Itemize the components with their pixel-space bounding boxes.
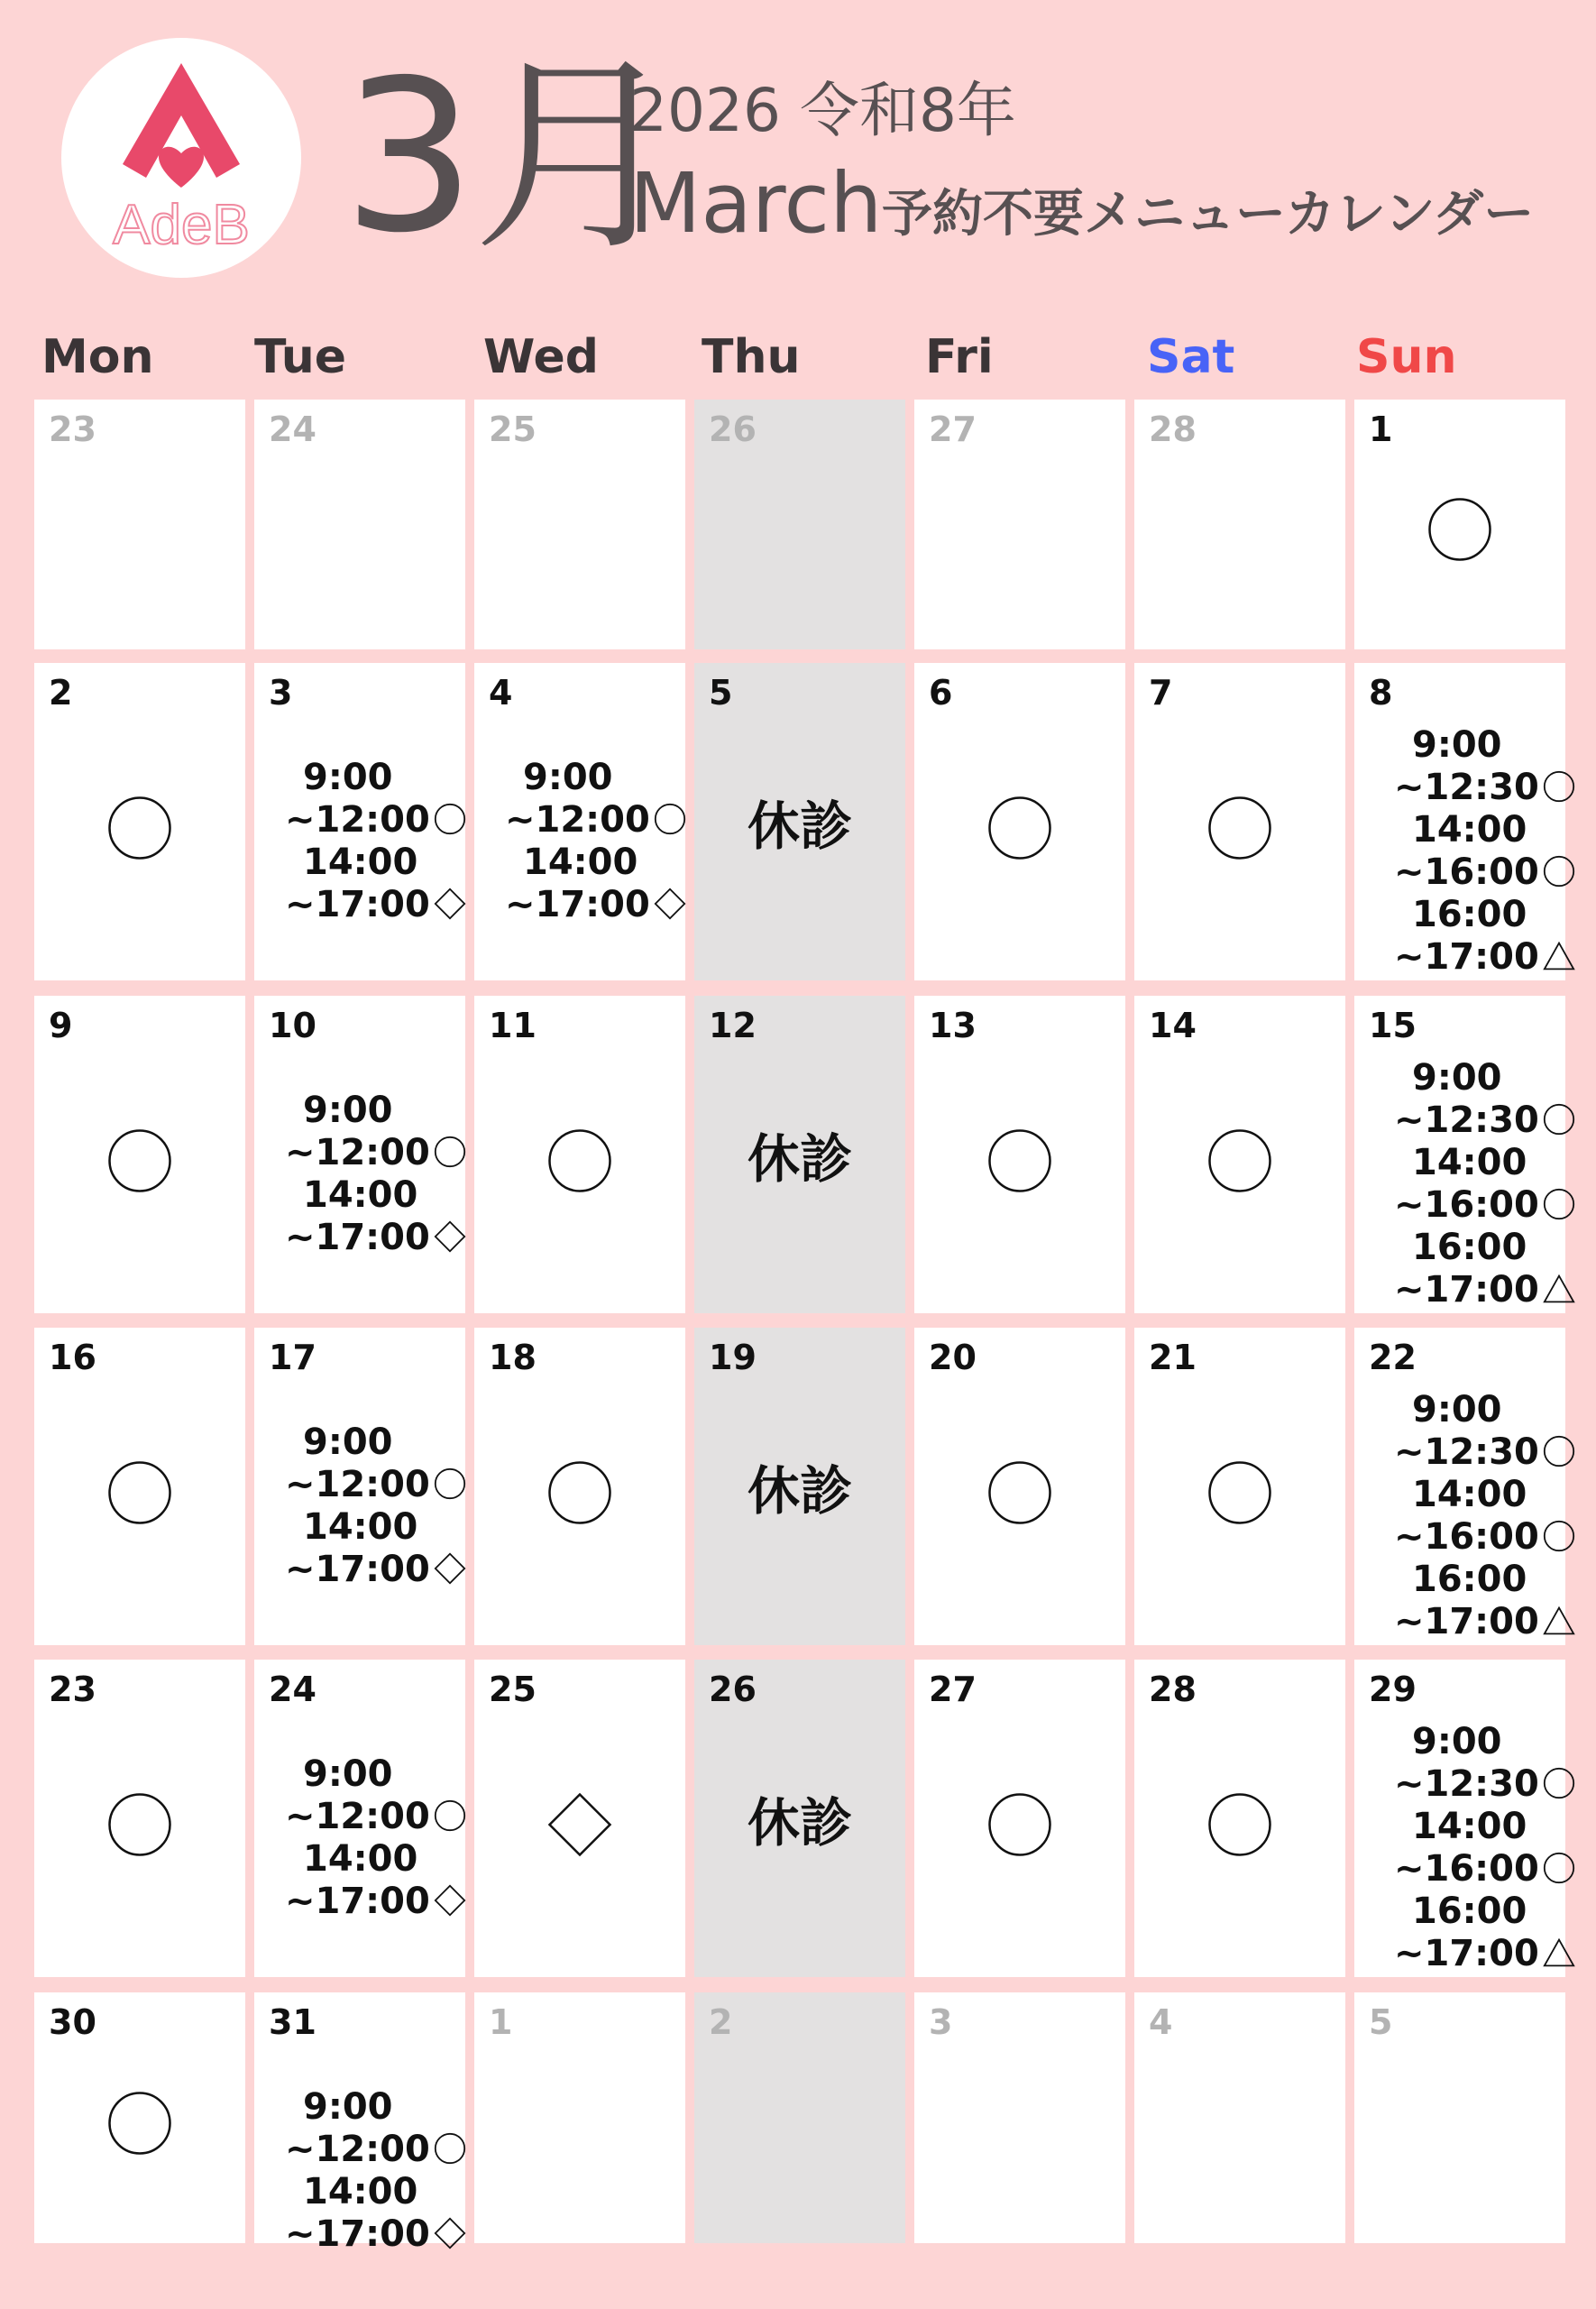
schedule-time: 14:00	[523, 842, 638, 883]
closed-label: 休診	[747, 1460, 852, 1522]
schedule-time: 14:00	[1412, 1474, 1527, 1515]
schedule-line	[285, 1796, 466, 1838]
weekday-sun: Sun	[1356, 330, 1457, 384]
circle-icon	[107, 1128, 172, 1193]
schedule-line	[1394, 1516, 1575, 1559]
day-number: 5	[709, 673, 733, 713]
day-cell	[914, 663, 1125, 980]
day-cell	[914, 1992, 1125, 2243]
schedule-line	[1394, 1848, 1575, 1890]
day-cell	[694, 996, 905, 1313]
day-cell	[34, 996, 245, 1313]
schedule-line	[285, 1753, 466, 1796]
schedule-line	[285, 1464, 466, 1506]
logo-text: AdeB	[113, 194, 250, 256]
circle-icon	[434, 803, 466, 835]
schedule-line	[1394, 1142, 1575, 1184]
day-cell	[254, 996, 465, 1313]
day-cell	[1134, 1660, 1345, 1977]
day-number: 23	[49, 409, 96, 449]
day-number: 23	[49, 1670, 96, 1709]
day-number: 16	[49, 1338, 96, 1377]
closed-label: 休診	[747, 796, 852, 857]
schedule-line	[285, 884, 466, 926]
circle-icon	[987, 1128, 1052, 1193]
day-number: 31	[269, 2002, 316, 2042]
schedule-time: 14:00	[1412, 1142, 1527, 1183]
day-number: 28	[1149, 409, 1197, 449]
schedule-time: 14:00	[303, 1174, 418, 1216]
day-number: 14	[1149, 1006, 1197, 1045]
circle-icon	[434, 1136, 466, 1168]
day-cell	[1354, 1992, 1565, 2243]
day-number: 3	[929, 2002, 953, 2042]
schedule-time: 14:00	[1412, 809, 1527, 851]
day-number: 30	[49, 2002, 96, 2042]
day-cell	[254, 1328, 465, 1645]
time-schedule	[285, 1421, 466, 1591]
triangle-icon	[1543, 1605, 1575, 1637]
schedule-line	[285, 1174, 466, 1217]
diamond-icon	[434, 1884, 466, 1917]
circle-icon	[654, 803, 686, 835]
day-cell	[694, 400, 905, 649]
circle-icon	[547, 1460, 612, 1525]
circle-icon	[1207, 1128, 1272, 1193]
day-number: 17	[269, 1338, 316, 1377]
schedule-time: 14:00	[303, 1506, 418, 1548]
day-number: 18	[489, 1338, 537, 1377]
calendar-title: 予約不要メニューカレンダー	[882, 185, 1535, 244]
day-number: 11	[489, 1006, 537, 1045]
schedule-line	[1394, 1890, 1575, 1933]
time-schedule	[1394, 1389, 1575, 1643]
day-cell	[694, 1660, 905, 1977]
schedule-line	[1394, 1763, 1575, 1806]
schedule-time: ~12:30	[1394, 1431, 1539, 1473]
schedule-time: ~16:00	[1394, 1184, 1539, 1226]
day-cell	[474, 1992, 685, 2243]
day-cell	[254, 1660, 465, 1977]
time-schedule	[285, 757, 466, 926]
circle-icon	[547, 1128, 612, 1193]
weekday-tue: Tue	[254, 330, 347, 384]
day-number: 6	[929, 673, 953, 713]
schedule-line	[1394, 1806, 1575, 1848]
day-number: 19	[709, 1338, 757, 1377]
closed-label: 休診	[747, 1128, 852, 1190]
schedule-line	[1394, 1431, 1575, 1474]
time-schedule	[505, 757, 686, 926]
day-cell	[914, 996, 1125, 1313]
circle-icon	[1543, 770, 1575, 803]
day-cell	[34, 663, 245, 980]
schedule-time: ~17:00	[285, 884, 430, 925]
circle-icon	[1543, 855, 1575, 888]
schedule-time: ~16:00	[1394, 1516, 1539, 1558]
schedule-time: ~12:00	[285, 799, 430, 841]
circle-icon	[107, 1460, 172, 1525]
schedule-time: ~12:00	[285, 1796, 430, 1837]
schedule-time: 9:00	[1412, 1389, 1502, 1430]
time-schedule	[285, 2086, 466, 2256]
day-cell	[914, 1328, 1125, 1645]
day-number: 15	[1369, 1006, 1417, 1045]
day-cell	[254, 663, 465, 980]
schedule-time: 14:00	[303, 2171, 418, 2212]
schedule-time: 16:00	[1412, 894, 1527, 935]
day-number: 25	[489, 1670, 537, 1709]
schedule-line	[1394, 1389, 1575, 1431]
circle-icon	[1543, 1767, 1575, 1799]
day-cell	[694, 663, 905, 980]
schedule-line	[285, 2129, 466, 2171]
day-cell	[1134, 1992, 1345, 2243]
schedule-line	[285, 2086, 466, 2129]
schedule-line	[285, 1549, 466, 1591]
schedule-line	[1394, 724, 1575, 767]
schedule-line	[285, 1132, 466, 1174]
circle-icon	[1207, 1460, 1272, 1525]
schedule-time: ~12:00	[505, 799, 650, 841]
schedule-time: 9:00	[303, 757, 393, 798]
closed-label: 休診	[747, 1792, 852, 1854]
schedule-line	[505, 757, 686, 799]
day-number: 26	[709, 409, 757, 449]
triangle-icon	[1543, 1936, 1575, 1969]
schedule-line	[285, 1881, 466, 1923]
schedule-time: ~17:00	[285, 1217, 430, 1258]
schedule-line	[1394, 1227, 1575, 1269]
day-cell	[34, 400, 245, 649]
time-schedule	[1394, 724, 1575, 979]
schedule-time: 14:00	[303, 1838, 418, 1880]
day-cell	[1354, 663, 1565, 980]
circle-icon	[107, 1792, 172, 1857]
schedule-line	[285, 2171, 466, 2213]
triangle-icon	[1543, 1273, 1575, 1305]
day-number: 1	[1369, 409, 1393, 449]
day-cell	[474, 996, 685, 1313]
day-cell	[474, 663, 685, 980]
diamond-icon	[434, 888, 466, 920]
schedule-time: ~17:00	[285, 1881, 430, 1922]
schedule-line	[1394, 767, 1575, 809]
circle-icon	[1543, 1188, 1575, 1220]
day-number: 4	[1149, 2002, 1173, 2042]
schedule-time: ~17:00	[285, 1549, 430, 1590]
circle-icon	[1543, 1103, 1575, 1136]
day-cell	[254, 400, 465, 649]
schedule-line	[1394, 1721, 1575, 1763]
day-number: 1	[489, 2002, 513, 2042]
day-number: 26	[709, 1670, 757, 1709]
schedule-time: ~17:00	[1394, 1933, 1539, 1974]
schedule-line	[505, 884, 686, 926]
circle-icon	[107, 2091, 172, 2156]
day-number: 27	[929, 1670, 977, 1709]
year-label: 2026 令和8年	[629, 76, 1016, 145]
schedule-line	[1394, 1559, 1575, 1601]
schedule-time: ~16:00	[1394, 1848, 1539, 1890]
schedule-time: 9:00	[1412, 724, 1502, 766]
circle-icon	[107, 796, 172, 860]
schedule-time: 9:00	[303, 2086, 393, 2128]
day-number: 2	[49, 673, 73, 713]
schedule-time: ~12:00	[285, 1464, 430, 1505]
diamond-icon	[434, 1220, 466, 1253]
day-number: 22	[1369, 1338, 1417, 1377]
schedule-time: 14:00	[303, 842, 418, 883]
schedule-line	[285, 1217, 466, 1259]
circle-icon	[1543, 1435, 1575, 1467]
schedule-time: ~17:00	[1394, 936, 1539, 978]
circle-icon	[434, 1467, 466, 1500]
day-cell	[1134, 400, 1345, 649]
schedule-time: 9:00	[303, 1090, 393, 1131]
month-number: 3月	[343, 35, 678, 279]
diamond-icon	[434, 1552, 466, 1585]
schedule-line	[1394, 894, 1575, 936]
day-number: 4	[489, 673, 513, 713]
day-cell	[914, 1660, 1125, 1977]
schedule-time: 16:00	[1412, 1559, 1527, 1600]
day-cell	[34, 1992, 245, 2243]
schedule-line	[1394, 1269, 1575, 1311]
day-number: 24	[269, 1670, 316, 1709]
day-cell	[474, 400, 685, 649]
time-schedule	[1394, 1721, 1575, 1975]
day-number: 20	[929, 1338, 977, 1377]
schedule-time: 9:00	[523, 757, 613, 798]
schedule-time: 14:00	[1412, 1806, 1527, 1847]
schedule-line	[1394, 1601, 1575, 1643]
schedule-line	[285, 1506, 466, 1549]
day-cell	[34, 1660, 245, 1977]
day-cell	[1354, 1660, 1565, 1977]
triangle-icon	[1543, 940, 1575, 972]
day-cell	[474, 1660, 685, 1977]
day-cell	[694, 1992, 905, 2243]
schedule-time: 9:00	[303, 1421, 393, 1463]
day-number: 10	[269, 1006, 316, 1045]
day-cell	[1354, 400, 1565, 649]
day-number: 25	[489, 409, 537, 449]
circle-icon	[1207, 796, 1272, 860]
schedule-line	[285, 1421, 466, 1464]
logo-mark-icon	[61, 38, 301, 278]
schedule-line	[1394, 1933, 1575, 1975]
day-number: 2	[709, 2002, 733, 2042]
circle-icon	[1543, 1852, 1575, 1884]
weekday-mon: Mon	[41, 330, 154, 384]
schedule-line	[285, 1090, 466, 1132]
diamond-icon	[654, 888, 686, 920]
day-number: 13	[929, 1006, 977, 1045]
schedule-line	[285, 757, 466, 799]
day-number: 8	[1369, 673, 1393, 713]
day-cell	[1134, 1328, 1345, 1645]
schedule-time: 16:00	[1412, 1227, 1527, 1268]
schedule-time: 16:00	[1412, 1890, 1527, 1932]
weekday-thu: Thu	[702, 330, 801, 384]
circle-icon	[987, 1460, 1052, 1525]
weekday-fri: Fri	[925, 330, 994, 384]
day-number: 28	[1149, 1670, 1197, 1709]
schedule-time: ~16:00	[1394, 851, 1539, 893]
schedule-line	[1394, 1184, 1575, 1227]
schedule-time: ~17:00	[505, 884, 650, 925]
schedule-time: ~12:30	[1394, 1763, 1539, 1805]
day-number: 24	[269, 409, 316, 449]
time-schedule	[1394, 1057, 1575, 1311]
day-number: 21	[1149, 1338, 1197, 1377]
schedule-time: ~12:30	[1394, 1099, 1539, 1141]
schedule-line	[505, 799, 686, 842]
circle-icon	[987, 1792, 1052, 1857]
weekday-wed: Wed	[483, 330, 599, 384]
diamond-icon	[434, 2217, 466, 2249]
schedule-time: ~17:00	[1394, 1601, 1539, 1642]
schedule-line	[1394, 851, 1575, 894]
day-cell	[1134, 663, 1345, 980]
schedule-line	[1394, 809, 1575, 851]
day-number: 27	[929, 409, 977, 449]
schedule-time: ~17:00	[285, 2213, 430, 2255]
schedule-time: 9:00	[303, 1753, 393, 1795]
schedule-line	[285, 1838, 466, 1881]
month-english-label: March	[629, 155, 883, 252]
day-cell	[34, 1328, 245, 1645]
day-cell	[1134, 996, 1345, 1313]
day-cell	[914, 400, 1125, 649]
day-number: 12	[709, 1006, 757, 1045]
circle-icon	[1427, 497, 1492, 562]
schedule-line	[285, 2213, 466, 2256]
circle-icon	[987, 796, 1052, 860]
weekday-sat: Sat	[1147, 330, 1235, 384]
schedule-line	[1394, 1099, 1575, 1142]
clinic-logo	[61, 38, 301, 278]
day-cell	[254, 1992, 465, 2255]
schedule-line	[1394, 1474, 1575, 1516]
schedule-time: ~12:00	[285, 2129, 430, 2170]
circle-icon	[434, 1799, 466, 1832]
day-number: 29	[1369, 1670, 1417, 1709]
day-cell	[694, 1328, 905, 1645]
schedule-line	[1394, 1057, 1575, 1099]
schedule-time: ~17:00	[1394, 1269, 1539, 1311]
day-number: 3	[269, 673, 293, 713]
schedule-time: 9:00	[1412, 1721, 1502, 1762]
circle-icon	[434, 2132, 466, 2165]
schedule-time: ~12:30	[1394, 767, 1539, 808]
schedule-time: 9:00	[1412, 1057, 1502, 1099]
circle-icon	[1543, 1520, 1575, 1552]
day-number: 7	[1149, 673, 1173, 713]
schedule-line	[285, 799, 466, 842]
day-number: 9	[49, 1006, 73, 1045]
schedule-time: ~12:00	[285, 1132, 430, 1173]
schedule-line	[285, 842, 466, 884]
time-schedule	[285, 1090, 466, 1259]
diamond-icon	[547, 1792, 612, 1857]
time-schedule	[285, 1753, 466, 1923]
schedule-line	[505, 842, 686, 884]
schedule-line	[1394, 936, 1575, 979]
day-number: 5	[1369, 2002, 1393, 2042]
day-cell	[474, 1328, 685, 1645]
day-cell	[1354, 1328, 1565, 1645]
day-cell	[1354, 996, 1565, 1313]
circle-icon	[1207, 1792, 1272, 1857]
